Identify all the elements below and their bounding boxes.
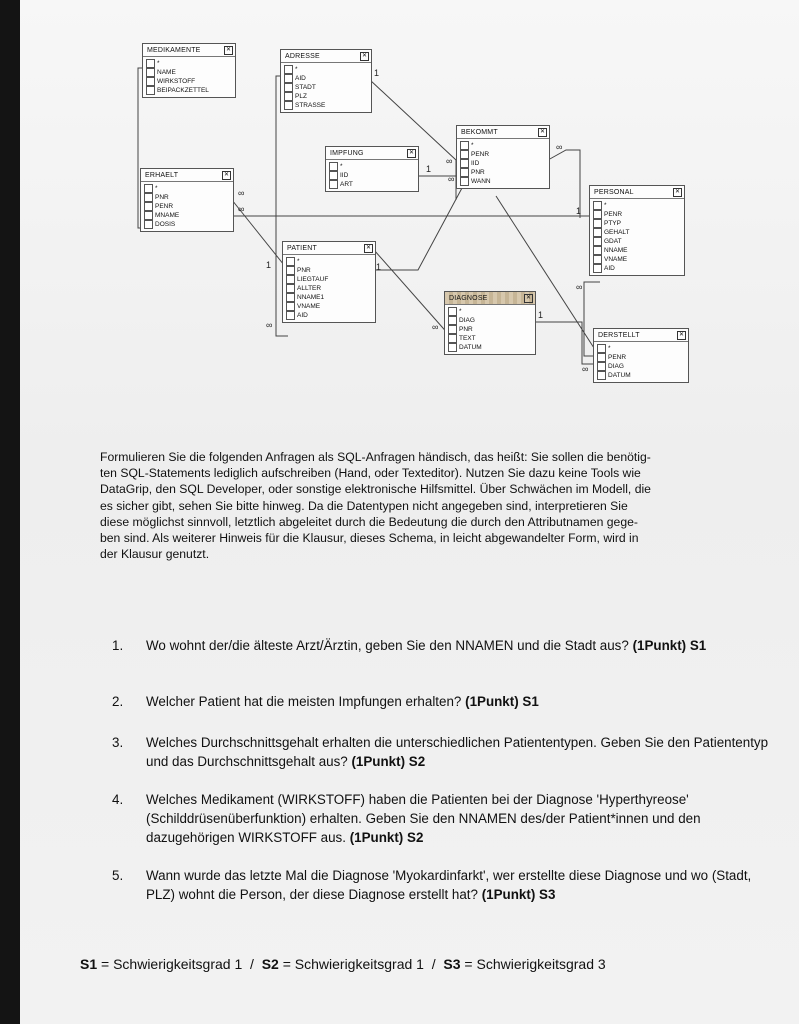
card-1: 1 xyxy=(374,68,380,78)
legend-text: = Schwierigkeitsgrad 1 / xyxy=(97,956,262,972)
question-text: Welcher Patient hat die meisten Impfungen erhalten? xyxy=(146,694,462,709)
card-many: ∞ xyxy=(446,156,453,166)
field: MNAME xyxy=(155,212,180,219)
question-level: S2 xyxy=(408,754,426,769)
close-icon[interactable]: ✕ xyxy=(223,171,230,178)
field: ART xyxy=(340,181,353,188)
field: PNR xyxy=(297,267,311,274)
card-many: ∞ xyxy=(556,142,563,152)
table-patient[interactable] xyxy=(282,241,376,323)
table-bekommt[interactable] xyxy=(456,125,550,189)
field: * xyxy=(459,308,462,315)
field: PNR xyxy=(471,169,485,176)
checkbox[interactable] xyxy=(286,293,295,302)
checkbox[interactable] xyxy=(593,210,602,219)
rel-patient-bekommt xyxy=(374,188,462,270)
checkbox[interactable] xyxy=(448,307,457,316)
table-erhaelt[interactable] xyxy=(140,168,234,232)
table-title: DIAGNOSE xyxy=(449,294,488,302)
table-title: ERHAELT xyxy=(145,171,179,179)
question-level: S1 xyxy=(689,638,707,653)
table-diagnose[interactable] xyxy=(444,291,536,355)
question-points: (1Punkt) xyxy=(465,694,519,709)
card-1: 1 xyxy=(538,310,544,320)
checkbox[interactable] xyxy=(448,334,457,343)
rel-diagnose-erstellt xyxy=(534,322,594,364)
question-number: 4. xyxy=(112,792,124,807)
field: BEIPACKZETTEL xyxy=(157,87,209,94)
checkbox[interactable] xyxy=(284,83,293,92)
question-number: 5. xyxy=(112,868,124,883)
checkbox[interactable] xyxy=(448,325,457,334)
legend-key: S2 xyxy=(261,956,279,972)
field: * xyxy=(471,142,474,149)
card-many: ∞ xyxy=(448,174,455,184)
field: DATUM xyxy=(608,372,631,379)
intro-line: Formulieren Sie die folgenden Anfragen als SQL-Anfragen händisch, das heißt: Sie sollen die benötig- xyxy=(100,450,651,464)
card-1: 1 xyxy=(376,262,382,272)
card-1: 1 xyxy=(266,260,272,270)
table-erstellt[interactable] xyxy=(593,328,689,383)
close-icon[interactable]: ✕ xyxy=(365,244,372,251)
intro-line: der Klausur genutzt. xyxy=(100,547,210,562)
field: * xyxy=(340,163,343,170)
checkbox[interactable] xyxy=(593,264,602,273)
field: NNAME1 xyxy=(297,294,325,301)
table-title: IMPFUNG xyxy=(330,149,364,157)
checkbox[interactable] xyxy=(286,284,295,293)
field: VNAME xyxy=(297,303,321,310)
field: PENR xyxy=(471,151,490,158)
checkbox[interactable] xyxy=(597,344,606,353)
checkbox[interactable] xyxy=(597,362,606,371)
checkbox[interactable] xyxy=(284,65,293,74)
close-icon[interactable]: ✕ xyxy=(678,331,685,338)
checkbox[interactable] xyxy=(144,211,153,220)
table-impfung[interactable] xyxy=(325,146,419,192)
checkbox[interactable] xyxy=(448,316,457,325)
checkbox[interactable] xyxy=(460,150,469,159)
field: ALLTER xyxy=(297,285,322,292)
field: LIEGTAUF xyxy=(297,276,329,283)
card-1: 1 xyxy=(426,164,432,174)
intro-line: ten SQL-Statements lediglich aufschreiben (Hand, oder Texteditor). Nutzen Sie dazu keine Tools wie xyxy=(100,466,641,481)
question-number: 3. xyxy=(112,735,124,750)
checkbox[interactable] xyxy=(146,86,155,95)
field: PNR xyxy=(459,326,473,333)
checkbox[interactable] xyxy=(286,266,295,275)
table-title: PERSONAL xyxy=(594,188,634,196)
field: * xyxy=(604,202,607,209)
checkbox[interactable] xyxy=(284,92,293,101)
field: GDAT xyxy=(604,238,622,245)
instructions xyxy=(100,449,768,562)
checkbox[interactable] xyxy=(144,193,153,202)
close-icon[interactable]: ✕ xyxy=(525,294,532,301)
field: STADT xyxy=(295,84,316,91)
field: WIRKSTOFF xyxy=(157,78,196,85)
table-title: ADRESSE xyxy=(285,52,320,60)
table-title: BEKOMMT xyxy=(461,128,498,136)
field: VNAME xyxy=(604,256,628,263)
field: STRASSE xyxy=(295,102,326,109)
field: NAME xyxy=(157,69,176,76)
field: PTYP xyxy=(604,220,621,227)
intro-line: DataGrip, den SQL Developer, oder sonstige elektronische Hilfsmittel. Über Schwächen im Modell, die xyxy=(100,482,651,497)
question-text: Welches Durchschnittsgehalt erhalten die unterschiedlichen Patiententypen. Geben Sie den Patiententyp und das Durchschnittsgehalt aus? xyxy=(146,735,769,769)
question-level: S1 xyxy=(522,694,539,709)
checkbox[interactable] xyxy=(284,74,293,83)
close-icon[interactable]: ✕ xyxy=(408,149,415,156)
field: DIAG xyxy=(459,317,475,324)
field: * xyxy=(155,185,158,192)
table-title: DERSTELLT xyxy=(598,331,640,339)
field: AID xyxy=(295,75,306,82)
close-icon[interactable]: ✕ xyxy=(674,188,681,195)
table-medikamente[interactable] xyxy=(142,43,236,98)
checkbox[interactable] xyxy=(144,202,153,211)
card-many: ∞ xyxy=(266,320,273,330)
field: * xyxy=(295,66,298,73)
field: * xyxy=(297,258,300,265)
table-adresse[interactable] xyxy=(280,49,372,113)
checkbox[interactable] xyxy=(593,246,602,255)
card-many: ∞ xyxy=(576,282,583,292)
checkbox[interactable] xyxy=(460,159,469,168)
field: NNAME xyxy=(604,247,628,254)
close-icon[interactable]: ✕ xyxy=(361,52,368,59)
table-personal[interactable] xyxy=(589,185,685,276)
rel-patient-diagnose xyxy=(374,250,450,336)
question-points: (1Punkt) xyxy=(632,638,687,653)
field: PENR xyxy=(604,211,623,218)
field: * xyxy=(157,60,160,67)
checkbox[interactable] xyxy=(460,168,469,177)
checkbox[interactable] xyxy=(144,220,153,229)
checkbox[interactable] xyxy=(144,184,153,193)
checkbox[interactable] xyxy=(460,141,469,150)
question-level: S3 xyxy=(539,887,556,902)
checkbox[interactable] xyxy=(329,180,338,189)
checkbox[interactable] xyxy=(593,255,602,264)
question-text: Welches Medikament (WIRKSTOFF) haben die Patienten bei der Diagnose 'Hyperthyreose' (Schilddrüsenüberfunktion) erhalten. Geben Sie den NNAMEN des/der Patient*innen und den dazugehörigen WIRKSTOFF aus. xyxy=(146,792,701,845)
field: PENR xyxy=(155,203,174,210)
checkbox[interactable] xyxy=(286,257,295,266)
difficulty-legend xyxy=(80,956,606,972)
card-1: 1 xyxy=(576,206,582,216)
field: DOSIS xyxy=(155,221,176,228)
checkbox[interactable] xyxy=(146,68,155,77)
checkbox[interactable] xyxy=(593,237,602,246)
field: PENR xyxy=(608,354,627,361)
legend-key: S3 xyxy=(443,956,461,972)
question-points: (1Punkt) xyxy=(349,830,404,845)
checkbox[interactable] xyxy=(329,162,338,171)
field: TEXT xyxy=(459,335,476,342)
checkbox[interactable] xyxy=(593,219,602,228)
field: PLZ xyxy=(295,93,307,100)
checkbox[interactable] xyxy=(460,177,469,186)
field: DIAG xyxy=(608,363,624,370)
intro-line: es sicher gibt, sehen Sie bitte hinweg. Da die Datentypen nicht angegeben sind, interpretieren Sie xyxy=(100,498,628,513)
table-title: PATIENT xyxy=(287,244,317,252)
field: AID xyxy=(297,312,308,319)
checkbox[interactable] xyxy=(286,311,295,320)
field: WANN xyxy=(471,178,491,185)
card-many: ∞ xyxy=(582,364,589,374)
checkbox[interactable] xyxy=(593,228,602,237)
question-text: Wo wohnt der/die älteste Arzt/Ärztin, geben Sie den NNAMEN und die Stadt aus? xyxy=(146,638,629,653)
field: AID xyxy=(604,265,615,272)
legend-text: = Schwierigkeitsgrad 1 / xyxy=(278,956,444,972)
legend-key: S1 xyxy=(80,956,98,972)
checkbox[interactable] xyxy=(286,275,295,284)
checkbox[interactable] xyxy=(286,302,295,311)
card-many: ∞ xyxy=(432,322,439,332)
field: * xyxy=(608,345,611,352)
question-text: Wann wurde das letzte Mal die Diagnose 'Myokardinfarkt', wer erstellte diese Diagnose und wo (Stadt, PLZ) wohnt die Person, der diese Diagnose erstellt hat? xyxy=(146,868,752,902)
field: DATUM xyxy=(459,344,482,351)
field: GEHALT xyxy=(604,229,630,236)
checkbox[interactable] xyxy=(329,171,338,180)
close-icon[interactable]: ✕ xyxy=(539,128,546,135)
close-icon[interactable]: ✕ xyxy=(225,46,232,53)
question-number: 2. xyxy=(112,694,124,709)
checkbox[interactable] xyxy=(146,77,155,86)
question-level: S2 xyxy=(407,830,424,845)
field: IID xyxy=(471,160,480,167)
table-title: MEDIKAMENTE xyxy=(147,46,201,54)
checkbox[interactable] xyxy=(146,59,155,68)
question-points: (1Punkt) xyxy=(351,754,406,769)
checkbox[interactable] xyxy=(597,371,606,380)
question-points: (1Punkt) xyxy=(481,887,536,902)
card-many: ∞ xyxy=(238,204,245,214)
intro-line: ben sind. Als weiterer Hinweis für die Klausur, dieses Schema, in leicht abgewandelter Form, wird in xyxy=(100,531,639,546)
question-number: 1. xyxy=(112,638,124,653)
field: PNR xyxy=(155,194,169,201)
checkbox[interactable] xyxy=(597,353,606,362)
checkbox[interactable] xyxy=(284,101,293,110)
field: IID xyxy=(340,172,349,179)
checkbox[interactable] xyxy=(448,343,457,352)
checkbox[interactable] xyxy=(593,201,602,210)
intro-line: diese möglichst sinnvoll, letztlich abgeleitet durch die Bedeutung die durch den Attributnamen gege- xyxy=(100,514,638,529)
legend-text: = Schwierigkeitsgrad 3 xyxy=(460,956,606,972)
card-many: ∞ xyxy=(238,188,245,198)
